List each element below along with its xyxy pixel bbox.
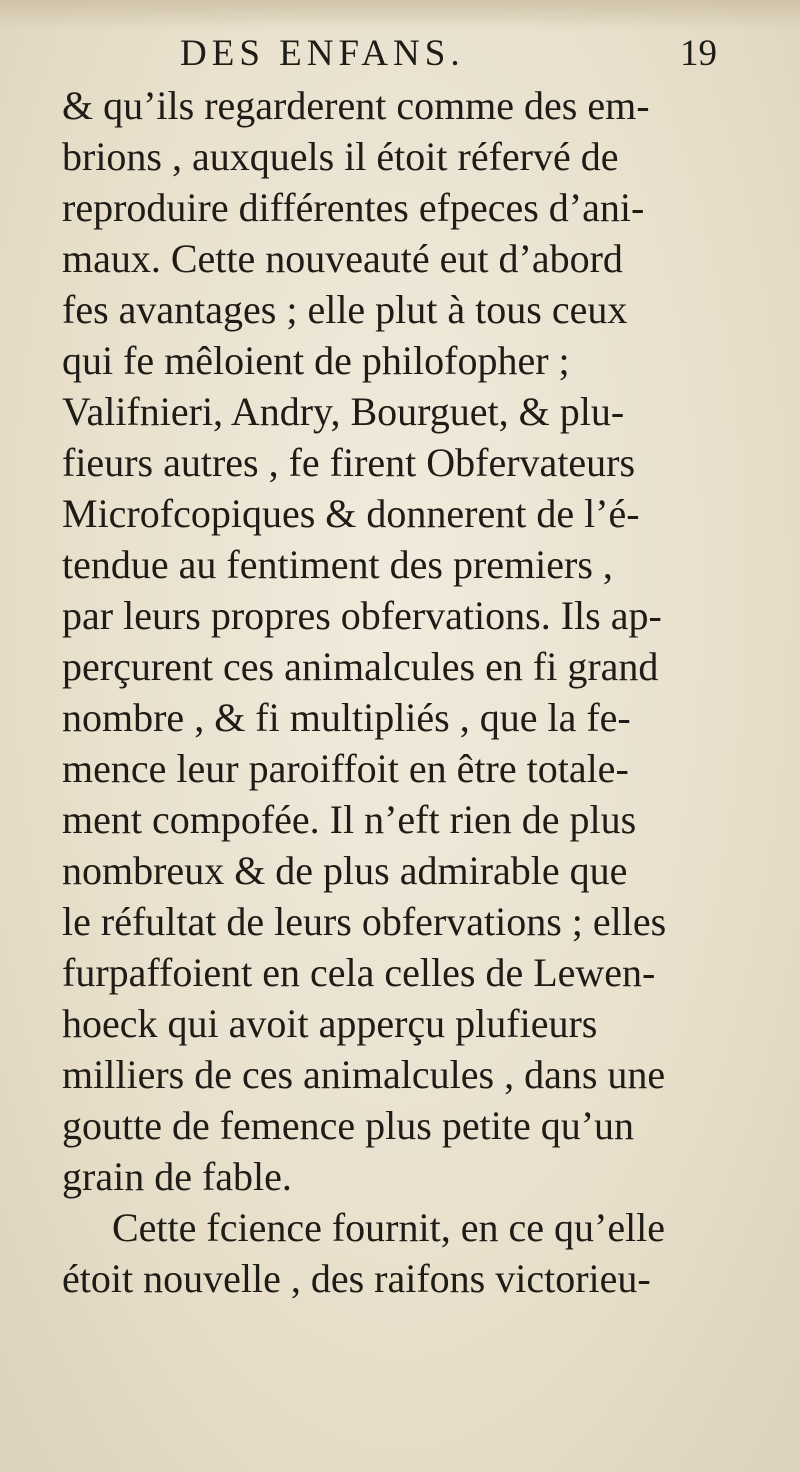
text-line: étoit nouvelle , des raifons victorieu- (62, 1256, 651, 1301)
running-head: DES ENFANS. (180, 33, 465, 74)
text-line: Cette fcience fournit, en ce qu’elle (112, 1205, 666, 1250)
text-line: hoeck qui avoit apperçu plufieurs (62, 1001, 598, 1046)
text-line: & qu’ils regarderent comme des em- (62, 83, 650, 128)
text-line: ment compofée. Il n’eft rien de plus (62, 797, 637, 842)
text-line: fes avantages ; elle plut à tous ceux (62, 287, 628, 332)
text-line: nombre , & fi multipliés , que la fe- (62, 695, 631, 740)
text-line: par leurs propres obfervations. Ils ap- (62, 593, 662, 638)
text-line: tendue au fentiment des premiers , (62, 542, 613, 587)
text-line: le réfultat de leurs obfervations ; elles (62, 899, 667, 944)
text-line: Valifnieri, Andry, Bourguet, & plu- (62, 389, 625, 434)
text-line: qui fe mêloient de philofopher ; (62, 338, 570, 383)
text-line: nombreux & de plus admirable que (62, 848, 628, 893)
text-line: furpaffoient en cela celles de Lewen- (62, 950, 656, 995)
text-line: grain de fable. (62, 1154, 292, 1199)
text-line: perçurent ces animalcules en fi grand (62, 644, 659, 689)
text-line: Microfcopiques & donnerent de l’é- (62, 491, 640, 536)
page-header (0, 32, 800, 80)
text-line: fieurs autres , fe firent Obfervateurs (62, 440, 636, 485)
page-number: 19 (680, 33, 717, 74)
text-line: maux. Cette nouveauté eut d’abord (62, 236, 623, 281)
page-edge-shadow (0, 0, 800, 30)
text-line: reproduire différentes efpeces d’ani- (62, 185, 645, 230)
text-line: milliers de ces animalcules , dans une (62, 1052, 666, 1097)
text-line: goutte de femence plus petite qu’un (62, 1103, 635, 1148)
text-line: mence leur paroiffoit en être totale- (62, 746, 629, 791)
text-line: brions , auxquels il étoit réfervé de (62, 134, 619, 179)
